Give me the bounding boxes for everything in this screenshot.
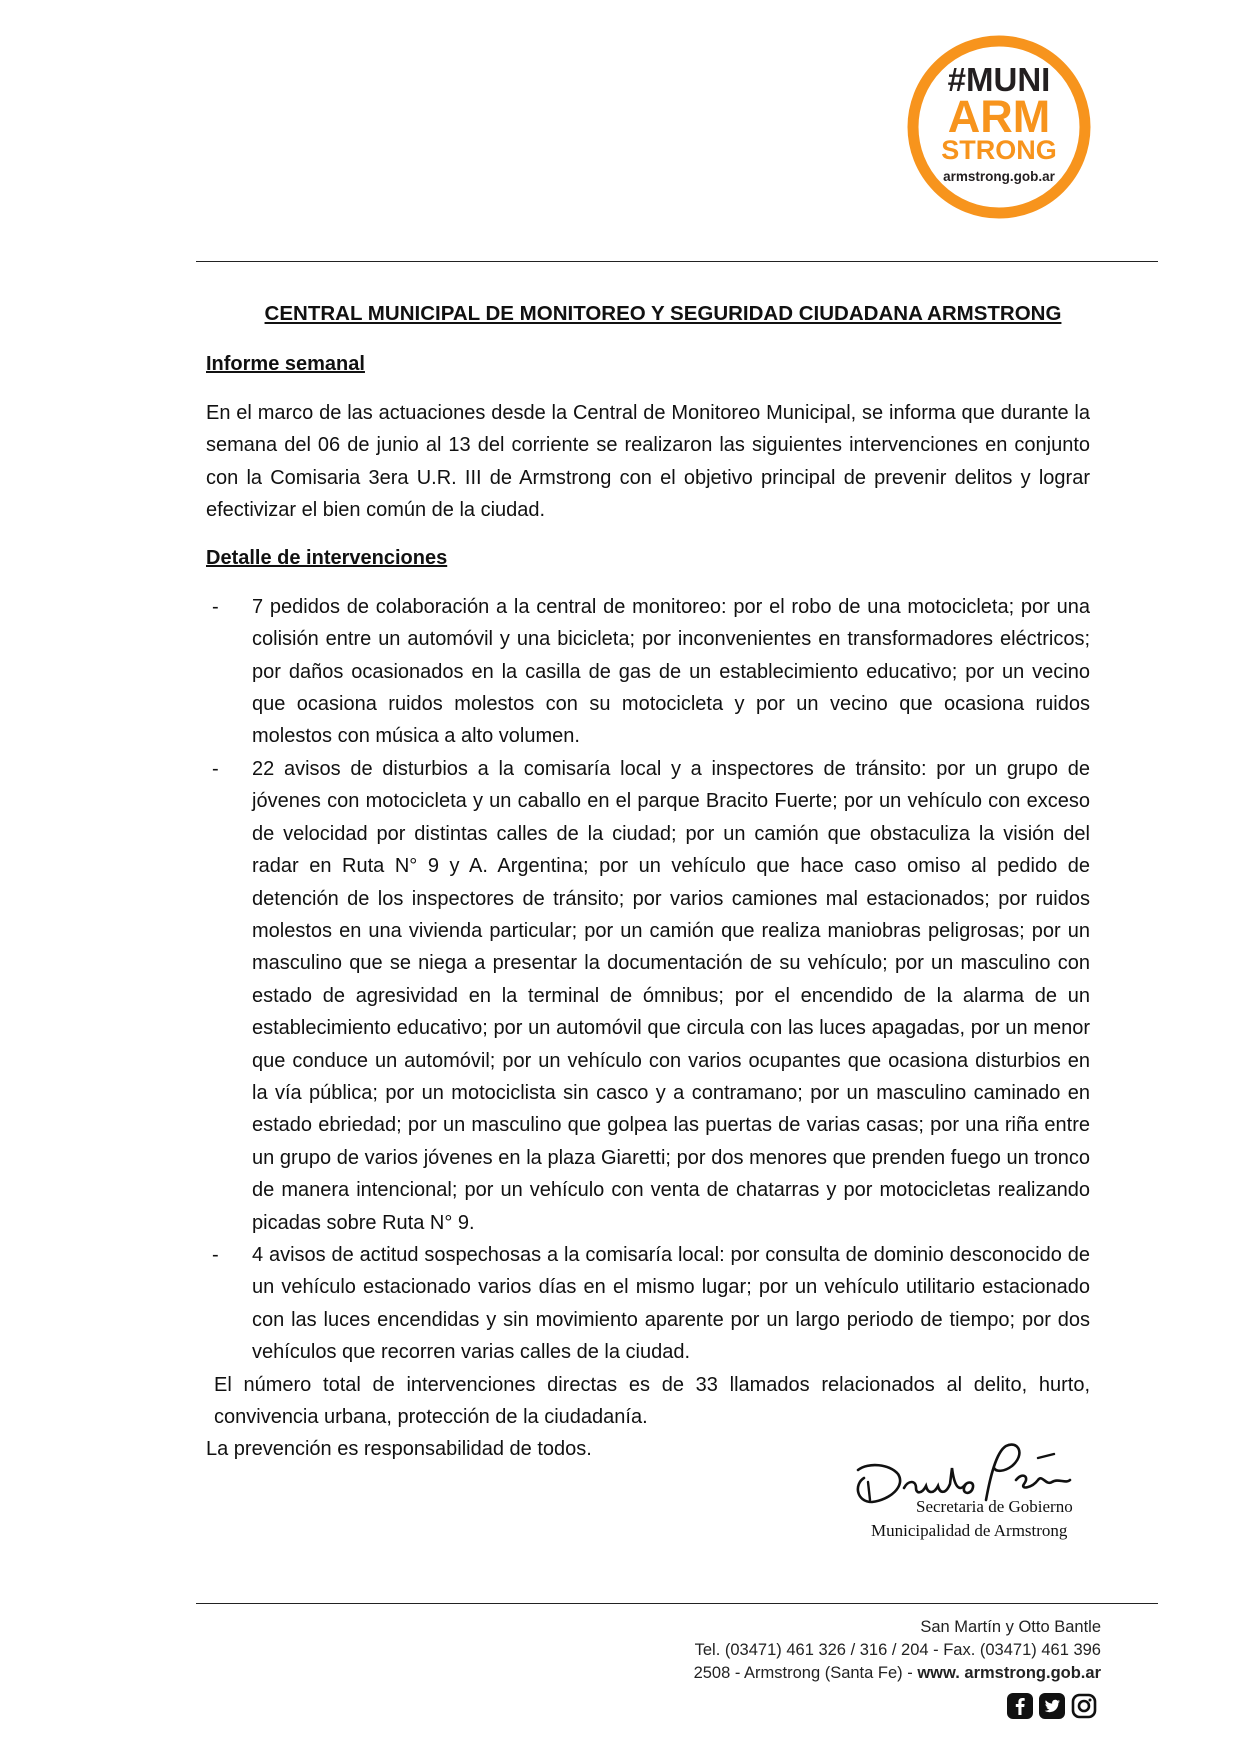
- footer-city-line: [694, 1662, 1101, 1685]
- signature-title: Secretaria de Gobierno: [916, 1497, 1073, 1516]
- details-heading: Detalle de intervenciones: [206, 547, 448, 570]
- list-item-text: 22 avisos de disturbios a la comisaría local y a inspectores de tránsito: por un grupo de jóvenes con motocicleta y un caballo en el parque Bracito Fuerte; por un vehículo con exceso de velocidad por distintas calles de la ciudad; por un camión que obstaculiza la visión del radar en Ruta N° 9 y A. Argentina; por un vehículo que hace caso omiso al pedido de detención de los inspectores de tránsito; por varios camiones mal estacionados; por ruidos molestos en una vivienda particular; por un camión que realiza maniobras peligrosas; por un masculino que se niega a presentar la documentación de su vehículo; por un masculino con estado de agresividad en la terminal de ómnibus; por el encendido de la alarma de un establecimiento educativo; por un automóvil que circula con las luces apagadas, por un menor que conduce un automóvil; por un vehículo con varios ocupantes que ocasiona disturbios en la vía pública; por un motociclista sin casco y a contramano; por un masculino caminado en estado ebriedad; por un masculino que golpea las puertas de varias casas; por una riña entre un grupo de varios jóvenes en la plaza Giaretti; por dos menores que prenden fuego un tronco de manera intencional; por un vehículo con venta de chatarras y por motocicletas realizando picadas sobre Ruta N° 9.: [252, 757, 1090, 1234]
- document-title: CENTRAL MUNICIPAL DE MONITOREO Y SEGURIDAD CIUDADANA ARMSTRONG: [264, 302, 1062, 325]
- logo-muni-text: #MUNI: [947, 61, 1051, 98]
- footer-website[interactable]: www. armstrong.gob.ar: [917, 1664, 1101, 1682]
- footer-contact: [694, 1616, 1101, 1685]
- facebook-icon[interactable]: [1007, 1693, 1033, 1719]
- total-paragraph: El número total de intervenciones directas es de 33 llamados relacionados al delito, hurto, convivencia urbana, protección de la ciudadanía.: [214, 1373, 1090, 1428]
- footer-city: 2508 - Armstrong (Santa Fe) -: [693, 1664, 918, 1682]
- list-item: [206, 1239, 1090, 1369]
- list-item: [206, 753, 1090, 1239]
- header-divider: [196, 261, 1158, 262]
- social-icons: [1007, 1693, 1097, 1719]
- list-item-text: 7 pedidos de colaboración a la central de monitoreo: por el robo de una motocicleta; por una colisión entre un automóvil y una bicicleta; por inconvenientes en transformadores eléctricos; por daños ocasionados en la casilla de gas de un establecimiento educativo; por un vecino que ocasiona ruidos molestos con su motocicleta y por un vecino que ocasiona ruidos molestos con música a alto volumen.: [252, 595, 1090, 748]
- document-body: [206, 298, 1090, 1466]
- muni-armstrong-logo: [905, 33, 1093, 221]
- twitter-icon[interactable]: [1039, 1693, 1065, 1719]
- instagram-icon[interactable]: [1071, 1693, 1097, 1719]
- closing-line: La prevención es responsabilidad de todos.: [206, 1438, 592, 1461]
- report-subtitle: Informe semanal: [206, 353, 365, 376]
- logo-url-text: armstrong.gob.ar: [943, 169, 1055, 184]
- list-bullet: -: [212, 595, 219, 618]
- footer-phones: Tel. (03471) 461 326 / 316 / 204 - Fax. (03471) 461 396: [694, 1641, 1101, 1659]
- signature-organization: Municipalidad de Armstrong: [871, 1521, 1068, 1540]
- logo-strong-text: STRONG: [941, 135, 1057, 165]
- footer-address: San Martín y Otto Bantle: [920, 1618, 1101, 1636]
- logo-arm-text: ARM: [947, 91, 1051, 142]
- footer-divider: [196, 1603, 1158, 1604]
- list-item-text: 4 avisos de actitud sospechosas a la comisaría local: por consulta de dominio desconocido de un vehículo estacionado varios días en el mismo lugar; por un vehículo utilitario estacionado con las luces encendidas y sin movimiento aparente por un largo periodo de tiempo; por dos vehículos que recorren varias calles de la ciudad.: [252, 1243, 1090, 1364]
- list-bullet: -: [212, 757, 219, 780]
- intro-paragraph: En el marco de las actuaciones desde la Central de Monitoreo Municipal, se informa que durante la semana del 06 de junio al 13 del corriente se realizaron las siguientes intervenciones en conjunto con la Comisaria 3era U.R. III de Armstrong con el objetivo principal de prevenir delitos y lograr efectivizar el bien común de la ciudad.: [206, 401, 1090, 522]
- list-bullet: -: [212, 1243, 219, 1266]
- interventions-list: [206, 591, 1090, 1369]
- list-item: [206, 591, 1090, 753]
- signature-block: [846, 1438, 1096, 1558]
